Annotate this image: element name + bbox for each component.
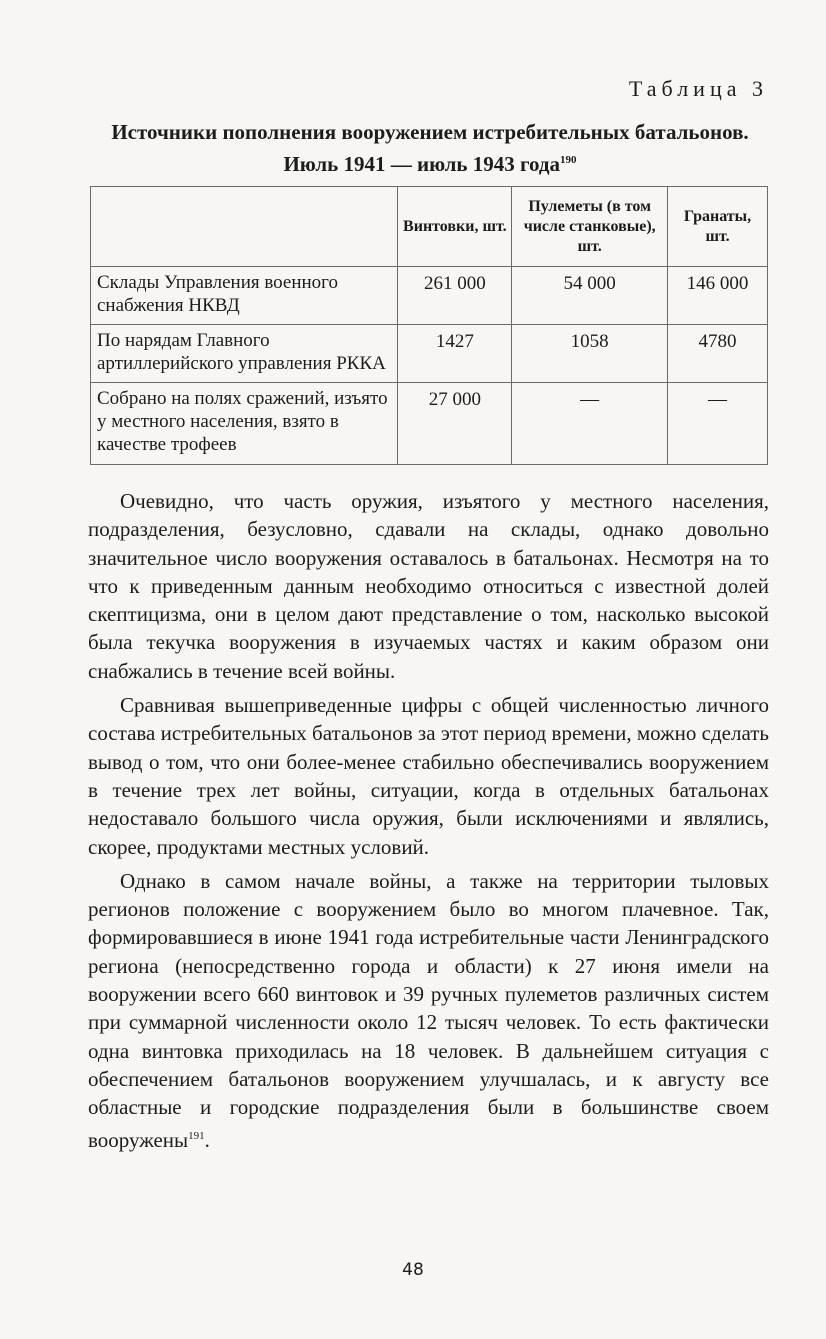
paragraph-text: Однако в самом начале войны, а также на территории тыловых регионов положение с вооружением было во многом плачевное. Так, формировавшиеся в июне 1941 года истребительные части Ленинградского региона (непосредственно города и области) к 27 июня имели на вооружении всего 660 винтовок и 39 ручных пулеметов различных систем при суммарной численности около 12 тысяч человек. То есть фактически одна винтовка приходилась на 18 человек. В дальнейшем ситуация с обеспечением батальонов вооружением улучшалась, и к августу все областные и городские подразделения были в большинстве своем вооружены [88, 868, 769, 1152]
row-grenades: 146 000 [668, 267, 768, 325]
table-row [91, 325, 768, 383]
row-source: По нарядам Главного артиллерийского управления РККА [91, 325, 398, 383]
row-machine-guns: 54 000 [512, 267, 668, 325]
footnote-ref: 190 [560, 154, 577, 166]
paragraph-end-punct: . [204, 1127, 210, 1152]
row-grenades: — [668, 383, 768, 465]
table-title-line2 [80, 146, 780, 178]
row-machine-guns: 1058 [512, 325, 668, 383]
header-grenades: Гранаты, шт. [668, 187, 768, 267]
table-title [80, 118, 780, 178]
row-machine-guns: — [512, 383, 668, 465]
paragraph: Сравнивая вышеприведенные цифры с общей численностью личного состава истребительных батальонов за этот период времени, можно сделать вывод о том, что они более-менее стабильно обеспечивались вооружением в течение трех лет войны, ситуации, когда в отдельных батальонах недоставало большого числа оружия, были исключениями и являлись, скорее, продуктами местных условий. [88, 693, 769, 859]
table-row [91, 267, 768, 325]
row-rifles: 27 000 [398, 383, 512, 465]
table-title-line1: Источники пополнения вооружением истребительных батальонов. [111, 120, 749, 144]
row-grenades: 4780 [668, 325, 768, 383]
table-title-period: Июль 1941 — июль 1943 года [283, 152, 561, 176]
page-number: 48 [402, 1260, 424, 1280]
table-number: Таблица 3 [628, 76, 768, 101]
body-text [88, 487, 769, 1160]
table-row [91, 383, 768, 465]
header-rifles: Винтовки, шт. [398, 187, 512, 267]
row-source: Собрано на полях сражений, изъято у местного населения, взято в качестве трофеев [91, 383, 398, 465]
header-machine-guns: Пулеметы (в том числе станковые), шт. [512, 187, 668, 267]
row-rifles: 1427 [398, 325, 512, 383]
row-source: Склады Управления военного снабжения НКВД [91, 267, 398, 325]
table-header-row [91, 187, 768, 267]
header-source [91, 187, 398, 267]
footnote-ref: 191 [188, 1129, 205, 1142]
paragraph: Очевидно, что часть оружия, изъятого у местного населения, подразделения, безусловно, сдавали на склады, однако довольно значительное число вооружения оставалось в батальонах. Несмотря на то что к приведенным данным необходимо относиться с известной долей скептицизма, они в целом дают представление о том, насколько высокой была текучка вооружения в изучаемых частях и каким образом они снабжались в течение всей войны. [88, 489, 769, 683]
weapons-sources-table [90, 186, 768, 465]
row-rifles: 261 000 [398, 267, 512, 325]
paragraph [88, 867, 769, 1154]
